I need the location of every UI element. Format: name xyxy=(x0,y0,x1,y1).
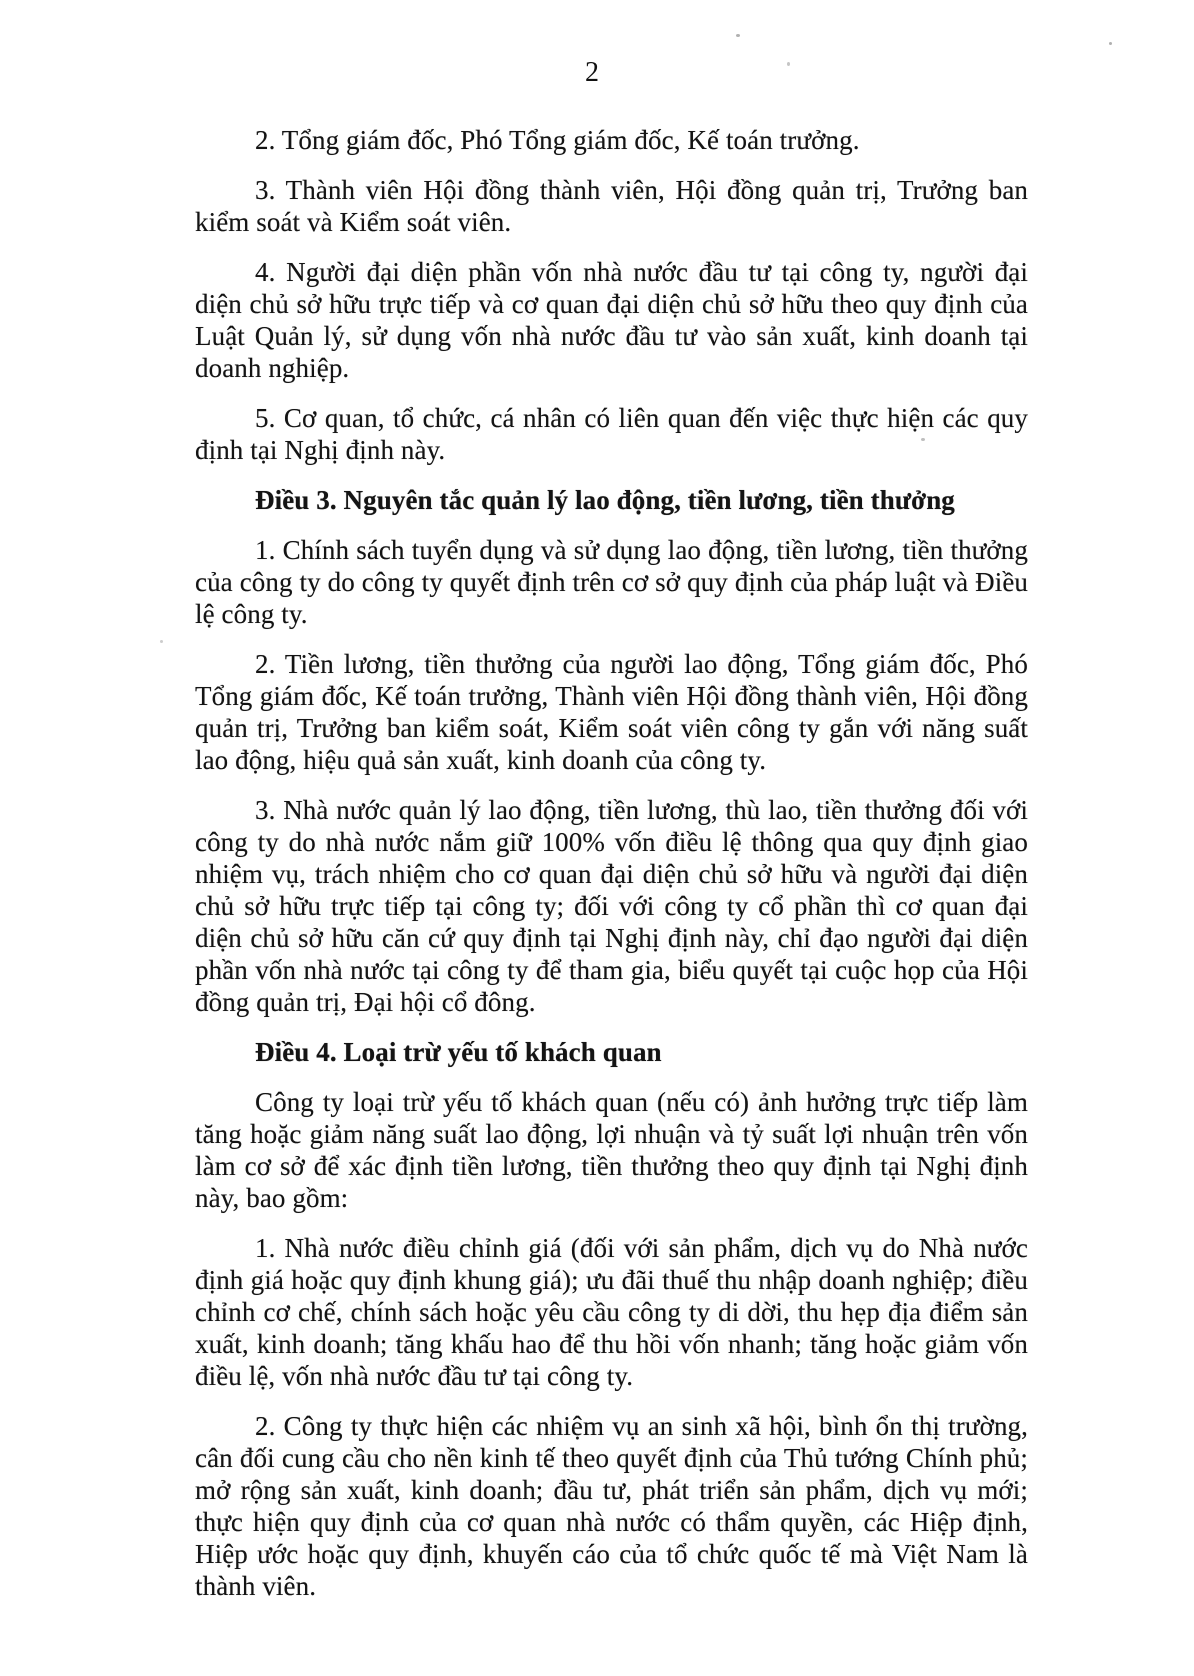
article-3-clause-1-paragraph: 1. Chính sách tuyển dụng và sử dụng lao động, tiền lương, tiền thưởng của công ty do công ty quyết định trên cơ sở quy định của pháp luật và Điều lệ công ty. xyxy=(195,535,1028,629)
scan-artifact xyxy=(736,34,740,37)
article-4-heading: Điều 4. Loại trừ yếu tố khách quan xyxy=(255,1037,662,1067)
article-4-intro-paragraph: Công ty loại trừ yếu tố khách quan (nếu có) ảnh hưởng trực tiếp làm tăng hoặc giảm năng suất lao động, lợi nhuận và tỷ suất lợi nhuận trên vốn làm cơ sở để xác định tiền lương, tiền thưởng theo quy định tại Nghị định này, bao gồm: xyxy=(195,1087,1028,1213)
scan-artifact xyxy=(160,640,163,643)
article-3-heading: Điều 3. Nguyên tắc quản lý lao động, tiền lương, tiền thưởng xyxy=(255,485,955,515)
article-3-clause-2-paragraph: 2. Tiền lương, tiền thưởng của người lao động, Tổng giám đốc, Phó Tổng giám đốc, Kế toán trưởng, Thành viên Hội đồng thành viên, Hội đồng quản trị, Trưởng ban kiểm soát, Kiểm soát viên công ty gắn với năng suất lao động, hiệu quả sản xuất, kinh doanh của công ty. xyxy=(195,649,1028,775)
clause-4-paragraph: 4. Người đại diện phần vốn nhà nước đầu tư tại công ty, người đại diện chủ sở hữu trực tiếp và cơ quan đại diện chủ sở hữu theo quy định của Luật Quản lý, sử dụng vốn nhà nước đầu tư vào sản xuất, kinh doanh tại doanh nghiệp. xyxy=(195,257,1028,383)
document-body xyxy=(195,124,1028,1620)
article-4-clause-2-paragraph: 2. Công ty thực hiện các nhiệm vụ an sinh xã hội, bình ổn thị trường, cân đối cung cầu cho nền kinh tế theo quyết định của Thủ tướng Chính phủ; mở rộng sản xuất, kinh doanh; đầu tư, phát triển sản phẩm, dịch vụ mới; thực hiện quy định của cơ quan nhà nước có thẩm quyền, các Hiệp định, Hiệp ước hoặc quy định, khuyến cáo của tổ chức quốc tế mà Việt Nam là thành viên. xyxy=(195,1411,1028,1601)
clause-3-paragraph: 3. Thành viên Hội đồng thành viên, Hội đồng quản trị, Trưởng ban kiểm soát và Kiểm soát viên. xyxy=(195,175,1028,237)
clause-2-paragraph: 2. Tổng giám đốc, Phó Tổng giám đốc, Kế toán trưởng. xyxy=(255,125,860,155)
page-number: 2 xyxy=(585,57,599,88)
scan-artifact xyxy=(787,62,790,66)
clause-5-paragraph: 5. Cơ quan, tổ chức, cá nhân có liên quan đến việc thực hiện các quy định tại Nghị định này. xyxy=(195,403,1028,465)
article-4-clause-1-paragraph: 1. Nhà nước điều chỉnh giá (đối với sản phẩm, dịch vụ do Nhà nước định giá hoặc quy định khung giá); ưu đãi thuế thu nhập doanh nghiệp; điều chỉnh cơ chế, chính sách hoặc yêu cầu công ty di dời, thu hẹp địa điểm sản xuất, kinh doanh; tăng khấu hao để thu hồi vốn nhanh; tăng hoặc giảm vốn điều lệ, vốn nhà nước đầu tư tại công ty. xyxy=(195,1233,1028,1391)
scan-artifact xyxy=(1109,42,1112,45)
article-3-clause-3-paragraph: 3. Nhà nước quản lý lao động, tiền lương, thù lao, tiền thưởng đối với công ty do nhà nước nắm giữ 100% vốn điều lệ thông qua quy định giao nhiệm vụ, trách nhiệm cho cơ quan đại diện chủ sở hữu và người đại diện chủ sở hữu trực tiếp tại công ty; đối với công ty cổ phần thì cơ quan đại diện chủ sở hữu căn cứ quy định tại Nghị định này, chỉ đạo người đại diện phần vốn nhà nước tại công ty để tham gia, biểu quyết tại cuộc họp của Hội đồng quản trị, Đại hội cổ đông. xyxy=(195,795,1028,1017)
